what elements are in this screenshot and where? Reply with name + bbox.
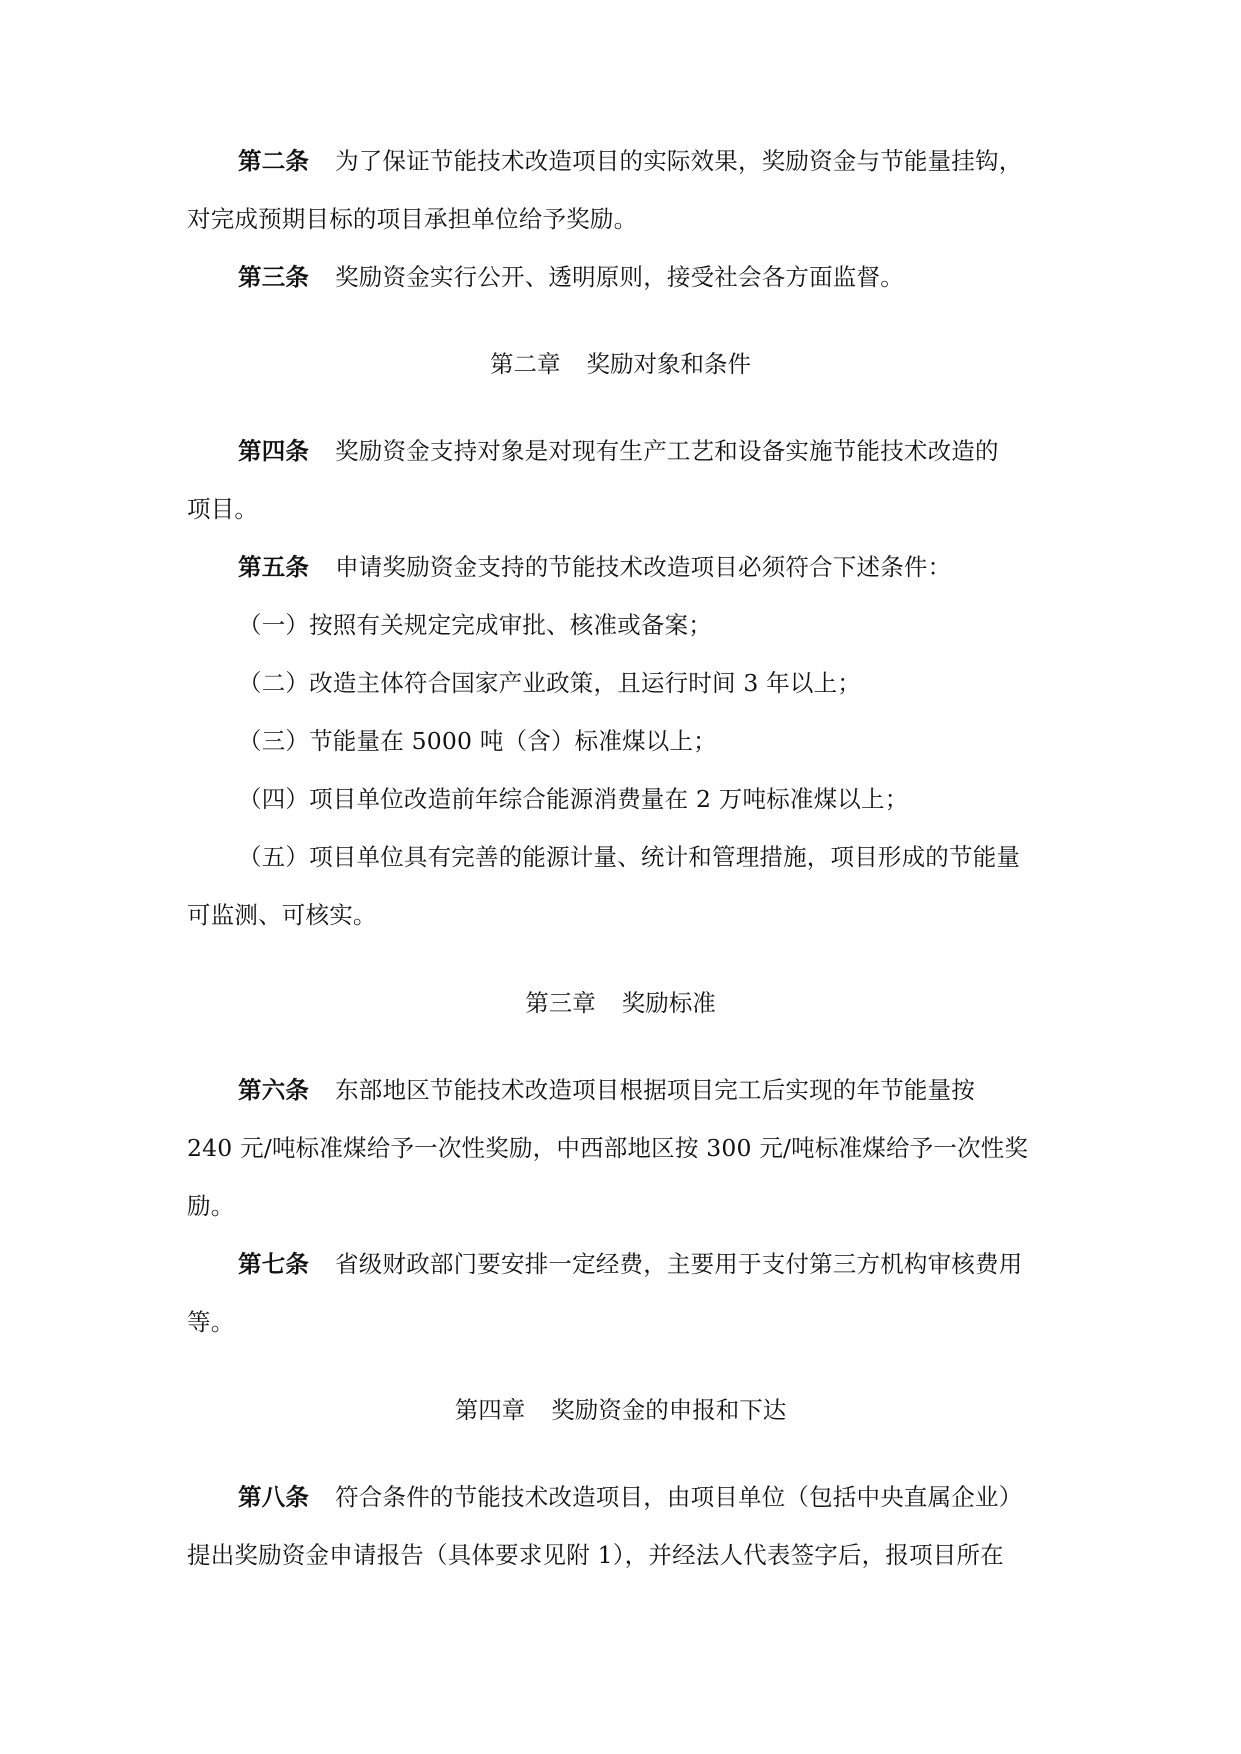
article-5-item-5-cont: 可监测、可核实。 xyxy=(187,901,377,929)
article-2-line-2: 对完成预期目标的项目承担单位给予奖励。 xyxy=(187,205,638,233)
article-4-line-2: 项目。 xyxy=(187,495,259,523)
article-2-line-1 xyxy=(238,146,1022,176)
article-2-text: 为了保证节能技术改造项目的实际效果，奖励资金与节能量挂钩， xyxy=(335,147,1023,175)
chapter-3-num: 第三章 xyxy=(525,989,596,1017)
article-3-label: 第三条 xyxy=(238,263,310,291)
chapter-4-title: 奖励资金的申报和下达 xyxy=(551,1396,787,1424)
article-8-line-1 xyxy=(238,1482,1022,1512)
article-7-text: 省级财政部门要安排一定经费，主要用于支付第三方机构审核费用 xyxy=(335,1250,1023,1278)
article-5-item-3: （三）节能量在 5000 吨（含）标准煤以上； xyxy=(238,727,717,755)
article-3-line-1 xyxy=(238,262,904,292)
article-6-line-1 xyxy=(238,1075,975,1105)
article-7-label: 第七条 xyxy=(238,1250,310,1278)
chapter-3-heading xyxy=(0,988,1241,1018)
article-6-line-3: 励。 xyxy=(187,1192,235,1220)
article-6-label: 第六条 xyxy=(238,1076,310,1104)
article-8-label: 第八条 xyxy=(238,1483,310,1511)
article-5-item-2: （二）改造主体符合国家产业政策，且运行时间 3 年以上； xyxy=(238,669,861,697)
chapter-4-heading xyxy=(0,1395,1241,1425)
article-5-item-4: （四）项目单位改造前年综合能源消费量在 2 万吨标准煤以上； xyxy=(238,785,909,813)
article-3-text: 奖励资金实行公开、透明原则，接受社会各方面监督。 xyxy=(335,263,904,291)
article-4-text: 奖励资金支持对象是对现有生产工艺和设备实施节能技术改造的 xyxy=(335,437,999,465)
article-4-line-1 xyxy=(238,436,999,466)
article-6-text: 东部地区节能技术改造项目根据项目完工后实现的年节能量按 xyxy=(335,1076,976,1104)
chapter-4-num: 第四章 xyxy=(454,1396,526,1424)
article-7-line-1 xyxy=(238,1249,1022,1279)
article-5-item-1: （一）按照有关规定完成审批、核准或备案； xyxy=(238,611,712,639)
article-5-label: 第五条 xyxy=(238,553,310,581)
article-8-text: 符合条件的节能技术改造项目，由项目单位（包括中央直属企业） xyxy=(335,1483,1023,1511)
article-6-line-2: 240 元/吨标准煤给予一次性奖励，中西部地区按 300 元/吨标准煤给予一次性奖 xyxy=(187,1134,1029,1162)
article-5-line-1 xyxy=(238,552,951,582)
article-2-label: 第二条 xyxy=(238,147,310,175)
article-8-line-2: 提出奖励资金申请报告（具体要求见附 1），并经法人代表签字后，报项目所在 xyxy=(187,1541,1004,1569)
article-5-item-5: （五）项目单位具有完善的能源计量、统计和管理措施，项目形成的节能量 xyxy=(238,843,1021,871)
chapter-2-heading xyxy=(0,349,1241,379)
chapter-2-title: 奖励对象和条件 xyxy=(586,350,751,378)
article-7-line-2: 等。 xyxy=(187,1308,235,1336)
article-4-label: 第四条 xyxy=(238,437,310,465)
chapter-3-title: 奖励标准 xyxy=(621,989,716,1017)
article-5-text: 申请奖励资金支持的节能技术改造项目必须符合下述条件： xyxy=(335,553,952,581)
chapter-2-num: 第二章 xyxy=(490,350,561,378)
